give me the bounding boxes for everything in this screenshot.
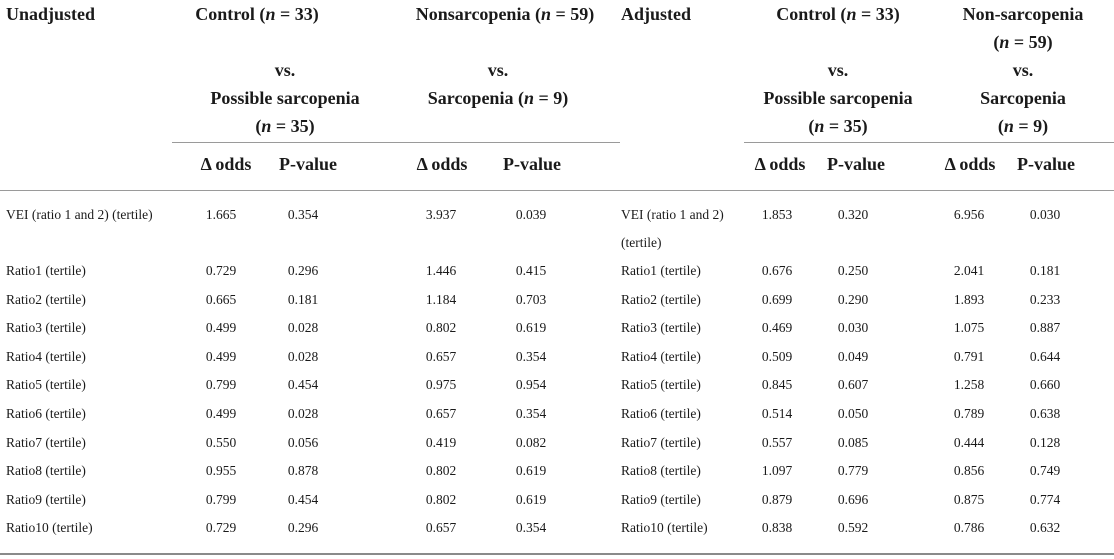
- adj-g2-p: 0.774: [1029, 491, 1061, 507]
- adj-g2-odds: 0.786: [953, 520, 985, 536]
- adj-g2-p: 0.749: [1029, 463, 1061, 479]
- unadj-g2-p: 0.354: [515, 406, 547, 421]
- adj-group1-line1: Control (n = 33): [776, 4, 900, 24]
- unadj-g2-p: 0.619: [515, 463, 547, 479]
- adj-g2-p: 0.644: [1029, 348, 1061, 364]
- row-label-unadjusted: Ratio6 (tertile): [6, 406, 86, 421]
- unadjusted-group-rule: [172, 142, 620, 143]
- unadj-g2-odds: 0.657: [425, 520, 457, 536]
- adj-g1-p: 0.592: [837, 520, 869, 536]
- unadj-group2-line1: Nonsarcopenia (n = 59): [415, 4, 595, 24]
- adj-g2-odds: 6.956: [953, 207, 985, 222]
- adj-g1-odds: 1.097: [761, 463, 793, 479]
- unadj-group1-vs: vs.: [274, 60, 296, 80]
- adj-group1-line3: Possible sarcopenia: [763, 88, 913, 108]
- row-label-adjusted: Ratio1 (tertile): [621, 263, 701, 278]
- row-label-adjusted: Ratio10 (tertile): [621, 520, 708, 536]
- row-label-unadjusted: Ratio8 (tertile): [6, 463, 86, 479]
- adj-g1-odds: 0.469: [761, 320, 793, 336]
- unadj-g1-pvalue-header: P-value: [279, 154, 337, 174]
- unadj-g2-odds: 0.657: [425, 348, 457, 364]
- adj-g2-delta-odds-header: Δ odds: [944, 154, 996, 174]
- adj-g2-p: 0.128: [1029, 434, 1061, 450]
- unadj-g1-odds: 0.665: [205, 291, 237, 307]
- unadj-g1-p: 0.296: [287, 263, 319, 278]
- adjusted-group-rule: [744, 142, 1114, 143]
- unadj-g2-odds: 3.937: [425, 207, 457, 222]
- adj-g2-odds: 2.041: [953, 263, 985, 278]
- unadj-g1-p: 0.454: [287, 377, 319, 393]
- row-label-adjusted-cont: (tertile): [621, 235, 662, 250]
- row-label-unadjusted: Ratio3 (tertile): [6, 320, 86, 336]
- unadj-g1-odds: 1.665: [205, 207, 237, 222]
- adj-g1-odds: 0.676: [761, 263, 793, 278]
- row-label-unadjusted: Ratio7 (tertile): [6, 434, 86, 450]
- unadj-group2-line3: Sarcopenia (n = 9): [427, 88, 569, 108]
- adj-group2-line4: Sarcopenia: [980, 88, 1066, 108]
- adj-g1-p: 0.085: [837, 434, 869, 450]
- adj-g2-p: 0.632: [1029, 520, 1061, 536]
- row-label-adjusted: Ratio7 (tertile): [621, 434, 701, 450]
- adj-g1-p: 0.779: [837, 463, 869, 479]
- adj-g2-p: 0.181: [1029, 263, 1061, 278]
- adj-g1-p: 0.030: [837, 320, 869, 336]
- unadj-g2-odds: 0.419: [425, 434, 457, 450]
- adj-g1-p: 0.607: [837, 377, 869, 393]
- unadj-g1-p: 0.028: [287, 348, 319, 364]
- unadj-g1-odds: 0.550: [205, 434, 237, 450]
- unadj-g2-odds: 1.184: [425, 291, 457, 307]
- row-label-unadjusted: Ratio2 (tertile): [6, 291, 86, 307]
- unadj-g2-p: 0.619: [515, 320, 547, 336]
- adj-g1-odds: 0.514: [761, 406, 793, 421]
- adj-g1-pvalue-header: P-value: [827, 154, 885, 174]
- adj-g1-odds: 0.838: [761, 520, 793, 536]
- unadj-g1-p: 0.354: [287, 207, 319, 222]
- adj-g1-odds: 0.509: [761, 348, 793, 364]
- adj-g1-delta-odds-header: Δ odds: [754, 154, 806, 174]
- unadj-g1-p: 0.028: [287, 320, 319, 336]
- unadj-g1-odds: 0.499: [205, 406, 237, 421]
- adj-g2-odds: 0.856: [953, 463, 985, 479]
- unadj-g1-p: 0.878: [287, 463, 319, 479]
- unadj-g2-delta-odds-header: Δ odds: [416, 154, 468, 174]
- adj-g1-p: 0.049: [837, 348, 869, 364]
- unadjusted-heading: Unadjusted: [6, 4, 96, 24]
- unadj-group2-vs: vs.: [487, 60, 509, 80]
- unadj-g2-odds: 0.975: [425, 377, 457, 393]
- adj-g1-p: 0.050: [837, 406, 869, 421]
- unadj-g1-odds: 0.729: [205, 263, 237, 278]
- adj-g1-p: 0.290: [837, 291, 869, 307]
- row-label-adjusted: Ratio8 (tertile): [621, 463, 701, 479]
- unadj-group1-line1: Control (n = 33): [195, 4, 319, 24]
- unadj-g1-delta-odds-header: Δ odds: [200, 154, 252, 174]
- adj-g1-odds: 0.557: [761, 434, 793, 450]
- adj-g1-odds: 1.853: [761, 207, 793, 222]
- unadj-g1-p: 0.028: [287, 406, 319, 421]
- unadj-g2-p: 0.082: [515, 434, 547, 450]
- adj-g2-odds: 0.444: [953, 434, 985, 450]
- unadj-g1-odds: 0.729: [205, 520, 237, 536]
- adj-g2-odds: 1.075: [953, 320, 985, 336]
- adj-group1-line4: (n = 35): [808, 116, 868, 136]
- unadj-g1-odds: 0.799: [205, 377, 237, 393]
- unadj-g2-p: 0.354: [515, 348, 547, 364]
- unadj-g2-pvalue-header: P-value: [503, 154, 561, 174]
- unadj-g2-odds: 0.802: [425, 463, 457, 479]
- adj-g2-odds: 1.893: [953, 291, 985, 307]
- row-label-adjusted: Ratio9 (tertile): [621, 491, 701, 507]
- row-label-unadjusted: VEI (ratio 1 and 2) (tertile): [6, 207, 153, 222]
- adj-g2-odds: 0.875: [953, 491, 985, 507]
- unadj-g2-p: 0.954: [515, 377, 547, 393]
- adj-g1-p: 0.320: [837, 207, 869, 222]
- unadj-g1-p: 0.296: [287, 520, 319, 536]
- adj-group2-line2: (n = 59): [993, 32, 1053, 52]
- adj-g2-odds: 0.789: [953, 406, 985, 421]
- row-label-unadjusted: Ratio1 (tertile): [6, 263, 86, 278]
- unadj-g1-odds: 0.499: [205, 348, 237, 364]
- unadj-g1-p: 0.454: [287, 491, 319, 507]
- unadj-g1-odds: 0.799: [205, 491, 237, 507]
- unadj-g1-p: 0.181: [287, 291, 319, 307]
- row-label-adjusted: Ratio4 (tertile): [621, 348, 701, 364]
- adj-group1-vs: vs.: [827, 60, 849, 80]
- unadj-g2-odds: 0.802: [425, 491, 457, 507]
- adj-g2-odds: 1.258: [953, 377, 985, 393]
- adj-group2-line1: Non-sarcopenia: [962, 4, 1084, 24]
- unadj-g2-p: 0.354: [515, 520, 547, 536]
- row-label-adjusted: Ratio6 (tertile): [621, 406, 701, 421]
- unadj-g2-p: 0.703: [515, 291, 547, 307]
- table-bottom-rule: [0, 553, 1114, 555]
- unadj-g2-odds: 0.802: [425, 320, 457, 336]
- adj-g2-p: 0.030: [1029, 207, 1061, 222]
- row-label-adjusted: Ratio3 (tertile): [621, 320, 701, 336]
- unadj-g2-odds: 1.446: [425, 263, 457, 278]
- unadj-g1-odds: 0.499: [205, 320, 237, 336]
- row-label-adjusted: Ratio5 (tertile): [621, 377, 701, 393]
- adj-g2-p: 0.887: [1029, 320, 1061, 336]
- unadj-g1-odds: 0.955: [205, 463, 237, 479]
- adj-g1-odds: 0.879: [761, 491, 793, 507]
- adj-g1-p: 0.696: [837, 491, 869, 507]
- unadj-g2-odds: 0.657: [425, 406, 457, 421]
- row-label-adjusted: Ratio2 (tertile): [621, 291, 701, 307]
- adj-g2-p: 0.660: [1029, 377, 1061, 393]
- adj-g1-odds: 0.699: [761, 291, 793, 307]
- row-label-unadjusted: Ratio5 (tertile): [6, 377, 86, 393]
- unadj-g2-p: 0.039: [515, 207, 547, 222]
- adj-group2-line5: (n = 9): [997, 116, 1049, 136]
- unadj-g1-p: 0.056: [287, 434, 319, 450]
- row-label-unadjusted: Ratio9 (tertile): [6, 491, 86, 507]
- adj-g2-pvalue-header: P-value: [1017, 154, 1075, 174]
- adj-g2-p: 0.233: [1029, 291, 1061, 307]
- unadj-group1-line4: (n = 35): [255, 116, 315, 136]
- adjusted-heading: Adjusted: [621, 4, 692, 24]
- adj-g1-p: 0.250: [837, 263, 869, 278]
- unadj-g2-p: 0.619: [515, 491, 547, 507]
- adj-g1-odds: 0.845: [761, 377, 793, 393]
- adj-group2-vs: vs.: [1012, 60, 1034, 80]
- row-label-adjusted: VEI (ratio 1 and 2): [621, 207, 724, 222]
- unadj-g2-p: 0.415: [515, 263, 547, 278]
- row-label-unadjusted: Ratio4 (tertile): [6, 348, 86, 364]
- unadj-group1-line3: Possible sarcopenia: [210, 88, 360, 108]
- header-bottom-rule: [0, 190, 1114, 191]
- adj-g2-p: 0.638: [1029, 406, 1061, 421]
- row-label-unadjusted: Ratio10 (tertile): [6, 520, 93, 536]
- adj-g2-odds: 0.791: [953, 348, 985, 364]
